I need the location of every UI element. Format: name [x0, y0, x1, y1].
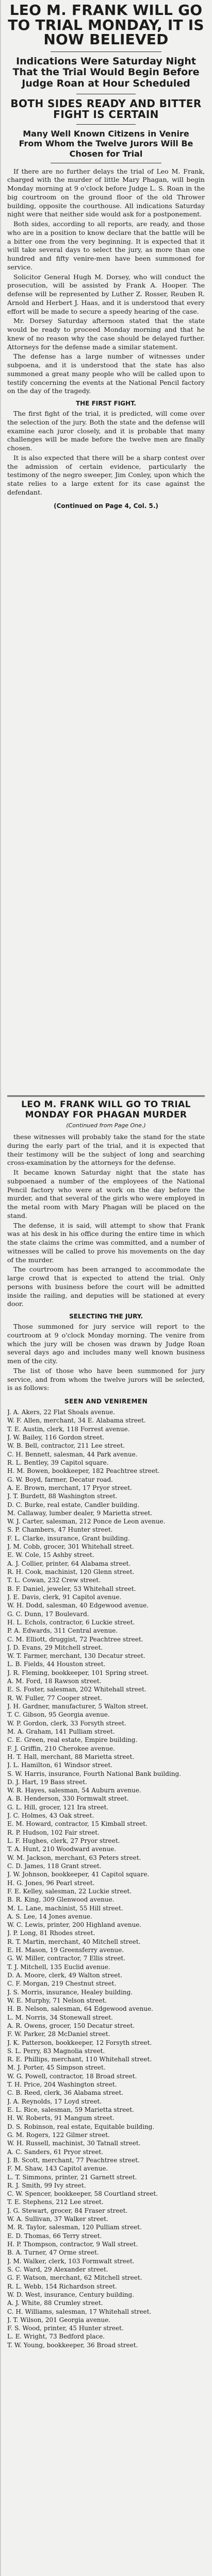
juror-entry: M. L. Lane, machinist, 55 Hill street. — [7, 1904, 123, 1912]
juror-entry: T. C. Gibson, 95 Georgia avenue. — [7, 1711, 110, 1719]
continuation-note: (Continued on Page 4, Col. 5.) — [54, 502, 158, 510]
juror-entry: A. S. Lee, 14 Jones avenue. — [7, 1912, 92, 1920]
juror-entry: D. S. Robinson, real estate, Equitable building. — [7, 2123, 155, 2130]
headline: LEO M. FRANK WILL GO TO TRIAL MONDAY, IT IS NOW BELIEVED — [8, 3, 204, 48]
juror-entry: F. M. Shaw, 143 Capitol avenue. — [7, 2165, 108, 2173]
juror-entry: T. W. Young, bookkeeper, 36 Broad street. — [7, 2341, 138, 2349]
article-paragraph: It is also expected that there will be a sharp contest over the admission of certain evidence, particularly the testimony of the negro sweeper, Jim Conley, upon which the state relies to a large extent for its case against the defendant. — [7, 453, 205, 496]
article-paragraph: Solicitor General Hugh M. Dorsey, who will conduct the prosecution, will be assisted by Frank A. Hooper. The defense will be represented by Luther Z. Rosser, Reuben R. Arnold and Herbert J. Haas, and it is understood that every effort will be made to secure a speedy hearing of the case. — [7, 273, 205, 315]
juror-entry: A. C. Sanders, 61 Pryor street. — [7, 2148, 104, 2156]
juror-entry: J. A. Reynolds, 17 Loyd street. — [7, 2097, 102, 2105]
juror-entry: W. T. Farmer, merchant, 130 Decatur street. — [7, 1652, 145, 1660]
juror-entry: W. H. Russell, machinist, 30 Tatnall street. — [7, 2140, 141, 2147]
article-paragraph: It became known Saturday night that the state has subpoenaed a number of the employees of the National Pencil factory who were at work on the day before the murder, and that several of the girls who were employed in the metal room with Mary Phagan will be placed on the stand. — [7, 1168, 205, 1219]
juror-entry: C. H. Williams, salesman, 17 Whitehall street. — [7, 2308, 152, 2315]
juror-entry: R. L. Webb, 154 Richardson street. — [7, 2282, 117, 2290]
juror-entry: J. H. Gardner, manufacturer, 5 Walton street. — [7, 1703, 149, 1710]
juror-entry: W. A. Sullivan, 37 Walker street. — [7, 2215, 108, 2223]
juror-entry: R. H. Cook, machinist, 120 Glenn street. — [7, 1568, 135, 1576]
juror-entry: E. M. Howard, contractor, 15 Kimball street. — [7, 1820, 148, 1828]
juror-entry: R. T. Martin, merchant, 40 Mitchell street. — [7, 1938, 141, 1945]
article-paragraph: The defense has a large number of witnesses under subpoena, and it is understood that the state has also summoned a great many people who will be called upon to testify concerning the events at the National Pencil factory on the day of the tragedy. — [7, 352, 205, 395]
article-paragraph: Mr. Dorsey Saturday afternoon stated that the state would be ready to proceed Monday morning and that he knew of no reason why the case should be delayed further. Attorneys for the defense made a similar statement. — [7, 317, 205, 351]
juror-entry: H. W. Roberts, 91 Mangum street. — [7, 2114, 115, 2122]
juror-entry: C. H. Bennett, salesman, 44 Park avenue. — [7, 1450, 138, 1458]
juror-entry: F. L. Clarke, insurance, Grant building. — [7, 1534, 130, 1542]
juror-entry: J. C. Holmes, 43 Oak street. — [7, 1812, 94, 1820]
divider — [7, 1095, 205, 1097]
juror-entry: E. S. Foster, salesman, 202 Whitehall street. — [7, 1686, 146, 1693]
juror-entry: T. L. Cowan, 232 Crew street. — [7, 1577, 101, 1584]
juror-entry: B. F. Daniel, jeweler, 53 Whitehall street. — [7, 1585, 136, 1592]
juror-entry: E. D. Thomas, 66 Terry street. — [7, 2232, 102, 2240]
continued-from-note: (Continued from Page One.) — [66, 1122, 146, 1129]
juror-entry: T. E. Austin, clerk, 118 Forrest avenue. — [7, 1425, 130, 1433]
juror-entry: W. C. Lewis, printer, 200 Highland avenue. — [7, 1921, 142, 1929]
juror-entry: C. B. Reed, clerk, 36 Alabama street. — [7, 2089, 124, 2097]
juror-entry: J. A. Akers, 22 Flat Shoals avenue. — [7, 1409, 115, 1416]
juror-entry: M. A. Graham, 141 Pulliam street. — [7, 1727, 115, 1735]
juror-entry: L. F. Hughes, clerk, 27 Pryor street. — [7, 1837, 120, 1845]
juror-entry: S. P. Chambers, 47 Hunter street. — [7, 1526, 113, 1534]
juror-entry: L. B. Fields, 44 Houston street. — [7, 1660, 106, 1668]
juror-entry: T. E. Stephens, 212 Lee street. — [7, 2198, 104, 2206]
juror-entry: H. P. Thompson, contractor, 9 Wall street. — [7, 2241, 138, 2248]
juror-entry: R. J. Smith, 99 Ivy street. — [7, 2181, 86, 2189]
article-frank-trial-continued — [7, 1092, 205, 2576]
juror-entry: A. R. Owens, grocer, 150 Decatur street. — [7, 2022, 135, 2029]
juror-entry: A. B. Henderson, 330 Formwalt street. — [7, 1795, 129, 1803]
juror-entry: H. L. Echols, contractor, 6 Luckie street. — [7, 1618, 135, 1626]
article-paragraph: Both sides, according to all reports, are ready, and those who are in a position to know declare that the battle will be a bitter one from the very beginning. It is expected that it will take several days to select the jury, as more than one hundred and fifty venire-men have been summoned for service. — [7, 220, 205, 271]
juror-entry: T. A. Hunt, 210 Woodward avenue. — [7, 1845, 116, 1853]
juror-entry: S. L. Perry, 83 Magnolia street. — [7, 2047, 105, 2055]
juror-entry: A. J. Collier, printer, 64 Alabama street. — [7, 1560, 131, 1567]
juror-entry: E. W. Cole, 15 Ashby street. — [7, 1551, 94, 1559]
juror-entry: J. M. Walker, clerk, 103 Formwalt street. — [7, 2257, 135, 2265]
juror-entry: D. C. Burke, real estate, Candler building. — [7, 1501, 139, 1509]
juror-entry: C. M. Elliott, druggist, 72 Peachtree street. — [7, 1635, 143, 1643]
section-subhead: SELECTING THE JURY. — [69, 1313, 143, 1320]
juror-entry: H. M. Bowen, bookkeeper, 182 Peachtree street. — [7, 1467, 160, 1475]
juror-entry: W. F. Allen, merchant, 34 E. Alabama street. — [7, 1417, 146, 1425]
juror-entry: J. E. Davis, clerk, 91 Capitol avenue. — [7, 1593, 122, 1601]
deck: Indications Were Saturday Night That the Trial Would Begin Before Judge Roan at Hour Scheduled — [12, 55, 200, 90]
juror-entry: J. S. Morris, insurance, Healey building. — [7, 1988, 133, 1996]
juror-entry: G. W. Boyd, farmer, Decatur road. — [7, 1476, 113, 1483]
juror-entry: G. M. Rogers, 122 Gilmer street. — [7, 2131, 110, 2139]
article-paragraph: If there are no further delays the trial of Leo M. Frank, charged with the murder of little Mary Phagan, will begin Monday morning at 9 o'clock before Judge L. S. Roan in the big courtroom on the ground floor of the old Thrower building, opposite the courthouse. All indications Saturday night were that neither side would ask for a postponement. — [7, 167, 205, 218]
juror-entry: R. W. Fuller, 77 Cooper street. — [7, 1694, 103, 1702]
juror-entry: W. G. Powell, contractor, 18 Broad street. — [7, 2072, 137, 2080]
juror-entry: M. R. Taylor, salesman, 120 Pulliam street. — [7, 2224, 142, 2231]
juror-entry: W. D. West, insurance, Century building. — [7, 2291, 134, 2298]
juror-entry: J. M. Cobb, grocer, 301 Whitehall street. — [7, 1543, 134, 1551]
juror-entry: M. J. Porter, 45 Simpson street. — [7, 2064, 106, 2072]
juror-entry: J. T. Burdett, 88 Washington street. — [7, 1493, 118, 1500]
juror-entry: H. G. Jones, 96 Pearl street. — [7, 1879, 95, 1887]
juror-entry: M. Callaway, lumber dealer, 9 Marietta street. — [7, 1509, 153, 1517]
juror-entry: J. L. Hamilton, 61 Windsor street. — [7, 1761, 113, 1769]
deck: Many Well Known Citizens in Venire From Whom the Twelve Jurors Will Be Chosen for Trial — [19, 129, 193, 159]
article-paragraph: Those summoned for jury service will report to the courtroom at 9 o'clock Monday morning. The venire from which the jury will be chosen was drawn by Judge Roan several days ago and includes many well known business men of the city. — [7, 1323, 205, 1365]
juror-entry: E. L. Rice, salesman, 59 Marietta street. — [7, 2106, 134, 2114]
juror-entry: J. K. Patterson, bookkeeper, 12 Forsyth street. — [7, 2039, 152, 2046]
juror-entry: W. E. Murphy, 71 Nelson street. — [7, 1996, 107, 2004]
section-subhead: THE FIRST FIGHT. — [76, 400, 136, 408]
juror-entry: J. W. Bailey, 116 Gordon street. — [7, 1434, 105, 1442]
juror-entry: H. T. Hall, merchant, 88 Marietta street. — [7, 1753, 135, 1760]
article-paragraph: The courtroom has been arranged to accommodate the large crowd that is expected to attend the trial. Only persons with business before the court will be admitted inside the railing, and deputies will be stationed at every door. — [7, 1265, 205, 1308]
juror-entry: F. S. Wood, printer, 45 Hunter street. — [7, 2325, 124, 2332]
juror-entry: W. B. Bell, contractor, 211 Lee street. — [7, 1442, 125, 1450]
juror-entry: L. M. Norris, 34 Stonewall street. — [7, 2013, 113, 2021]
juror-entry: L. T. Simmons, printer, 21 Garnett street. — [7, 2173, 137, 2181]
juror-entry: B. R. King, 309 Glenwood avenue. — [7, 1896, 115, 1904]
juror-entry: L. E. Wright, 73 Bedford place. — [7, 2333, 105, 2341]
juror-entry: A. J. White, 88 Crumley street. — [7, 2299, 103, 2307]
subheadline: BOTH SIDES READY AND BITTER FIGHT IS CERTAIN — [10, 97, 202, 121]
article-paragraph: The defense, it is said, will attempt to show that Frank was at his desk in his office during the entire time in which the state claims the crime was committed, and a number of witnesses will be called to prove his movements on the day of the murder. — [7, 1221, 205, 1264]
juror-entry: F. E. Kelley, salesman, 22 Luckie street. — [7, 1887, 132, 1895]
divider — [76, 124, 136, 125]
venire-heading: SEEN AND VENIREMEN — [64, 1398, 148, 1405]
column-rule — [0, 0, 1, 2576]
juror-entry: J. R. Fleming, bookkeeper, 101 Spring street. — [7, 1669, 149, 1676]
juror-entry: R. L. Bentley, 39 Capitol square. — [7, 1459, 109, 1466]
juror-entry: T. J. Mitchell, 135 Euclid avenue. — [7, 1963, 110, 1971]
article-paragraph: these witnesses will probably take the stand for the state during the early part of the trial, and it is expected that their testimony will be the subject of long and searching cross-examination by the attorneys for the defense. — [7, 1133, 205, 1167]
juror-entry: W. M. Jackson, merchant, 63 Peters street. — [7, 1854, 141, 1861]
juror-entry: D. J. Hart, 19 Bass street. — [7, 1778, 87, 1786]
juror-entry: G. W. Miller, contractor, 7 Ellis street. — [7, 1955, 126, 1962]
juror-entry: S. C. Ward, 29 Alexander street. — [7, 2265, 108, 2273]
juror-entry: A. E. Brown, merchant, 17 Pryor street. — [7, 1484, 133, 1492]
juror-entry: W. H. Dodd, salesman, 40 Edgewood avenue. — [7, 1602, 149, 1609]
article-frank-trial-front — [7, 3, 205, 1075]
juror-entry: D. A. Moore, clerk, 49 Walton street. — [7, 1972, 123, 1979]
juror-entry: J. T. Wilson, 201 Georgia avenue. — [7, 2316, 111, 2324]
juror-entry: W. R. Hayes, salesman, 54 Auburn avenue. — [7, 1787, 141, 1794]
juror-entry: B. A. Turner, 47 Orme street. — [7, 2249, 99, 2257]
juror-entry: J. D. Evans, 29 Mitchell street. — [7, 1643, 103, 1651]
juror-entry: J. P. Long, 81 Rhodes street. — [7, 1929, 95, 1937]
juror-entry: J. B. Scott, merchant, 77 Peachtree street. — [7, 2156, 140, 2164]
juror-entry: S. W. Harris, insurance, Fourth National Bank building. — [7, 1770, 181, 1777]
juror-entry: T. H. Price, 204 Washington street. — [7, 2081, 117, 2089]
juror-entry: R. E. Phillips, merchant, 110 Whitehall street. — [7, 2056, 152, 2063]
juror-list — [7, 1408, 205, 2349]
juror-entry: H. B. Nelson, salesman, 64 Edgewood avenue. — [7, 2005, 153, 2013]
article-paragraph: The first fight of the trial, it is predicted, will come over the selection of the jury. Both the state and the defense will examine each juror closely, and it is probable that many challenges will be made before the twelve men are finally chosen. — [7, 410, 205, 452]
juror-entry: C. W. Spencer, bookkeeper, 58 Courtland street. — [7, 2190, 158, 2198]
headline: LEO M. FRANK WILL GO TO TRIAL MONDAY FOR PHAGAN MURDER — [21, 1099, 191, 1120]
article-paragraph: The list of those who have been summoned for jury service, and from whom the twelve jurors will be selected, is as follows: — [7, 1366, 205, 1392]
juror-entry: C. F. Morgan, 219 Chestnut street. — [7, 1980, 117, 1988]
juror-entry: W. P. Gordon, clerk, 33 Forsyth street. — [7, 1719, 126, 1727]
juror-entry: F. W. Parker, 28 McDaniel street. — [7, 2030, 110, 2038]
juror-entry: G. L. Hill, grocer, 121 Ira street. — [7, 1803, 109, 1811]
juror-entry: R. P. Hudson, 102 Fair street. — [7, 1828, 100, 1836]
juror-entry: P. A. Edwards, 311 Central avenue. — [7, 1627, 118, 1635]
juror-entry: G. F. Watson, merchant, 62 Mitchell street. — [7, 2274, 142, 2282]
juror-entry: A. M. Ford, 18 Rawson street. — [7, 1677, 102, 1685]
juror-entry: E. H. Mason, 19 Greensferry avenue. — [7, 1946, 124, 1954]
juror-entry: C. E. Green, real estate, Empire building. — [7, 1736, 138, 1744]
juror-entry: G. C. Dunn, 17 Boulevard. — [7, 1610, 89, 1618]
juror-entry: F. J. Griffin, 210 Cherokee avenue. — [7, 1744, 115, 1752]
juror-entry: J. W. Johnson, bookkeeper, 41 Capitol square. — [7, 1871, 150, 1878]
juror-entry: C. D. James, 118 Grant street. — [7, 1862, 102, 1870]
juror-entry: W. J. Carter, salesman, 212 Ponce de Leon avenue. — [7, 1518, 166, 1526]
juror-entry: J. G. Stewart, grocer, 84 Fraser street. — [7, 2207, 128, 2214]
